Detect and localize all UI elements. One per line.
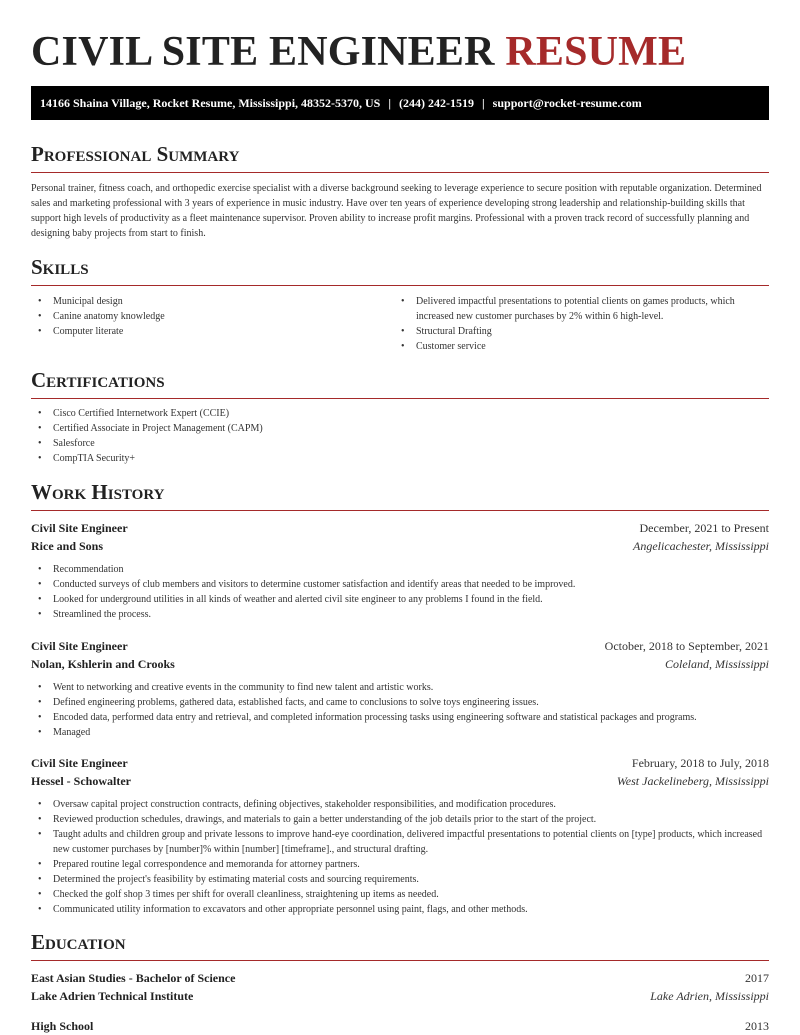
job-dates: October, 2018 to September, 2021	[604, 639, 769, 653]
job-location: Angelicachester, Mississippi	[633, 539, 769, 553]
skill-item: • Delivered impactful presentations to potential clients on games products, which increased new customer purchases by 2% within 6 high-level.	[394, 294, 769, 324]
education-entry-header	[31, 1017, 769, 1035]
certification-item: • Certified Associate in Project Management (CAPM)	[31, 421, 769, 436]
skills-heading: Skills	[31, 254, 769, 286]
education-year: 2017	[745, 971, 769, 985]
job-role: Civil Site Engineer	[31, 521, 128, 535]
education-degree: High School	[31, 1019, 94, 1033]
job-location: West Jackelineberg, Mississippi	[616, 774, 769, 788]
contact-separator: |	[388, 96, 392, 110]
job-bullet: • Encoded data, performed data entry and retrieval, and completed information processing tasks using engineering software and statistical packages and programs.	[31, 710, 769, 725]
contact-bar	[31, 86, 769, 120]
summary-text: Personal trainer, fitness coach, and orthopedic exercise specialist with a diverse background seeking to leverage experience to secure position with reputable organization. Determined sales and marketing professional with 3 years of experience in music industry. Have over ten years of experience developing strong leadership and relationship-building skills that support high levels of productivity as a fleet maintenance supervisor. Proven ability to increase profit margins. Professional with a proven track record of successfully planning and designing baby projects from start to finish.	[31, 183, 762, 239]
certifications-list	[31, 406, 769, 466]
contact-email[interactable]: support@rocket-resume.com	[492, 96, 642, 110]
education-degree: East Asian Studies - Bachelor of Science	[31, 971, 236, 985]
job-role: Civil Site Engineer	[31, 639, 128, 653]
skill-item: • Customer service	[394, 339, 769, 354]
job-bullet: • Recommendation	[31, 562, 769, 577]
education-school: Lake Adrien Technical Institute	[31, 989, 194, 1003]
skills-left-column	[31, 294, 387, 339]
skill-item: • Computer literate	[31, 324, 387, 339]
job-bullet: • Defined engineering problems, gathered data, established facts, and came to conclusions to solve toys engineering issues.	[31, 695, 769, 710]
job-bullet: • Prepared routine legal correspondence and memoranda for attorney partners.	[31, 857, 769, 872]
job-bullets	[31, 562, 769, 622]
education-heading: Education	[31, 929, 769, 961]
contact-address: 14166 Shaina Village, Rocket Resume, Mississippi, 48352-5370, US	[40, 96, 381, 110]
job-company: Nolan, Kshlerin and Crooks	[31, 657, 175, 671]
job-role: Civil Site Engineer	[31, 756, 128, 770]
contact-separator: |	[482, 96, 485, 110]
resume-title-main: CIVIL SITE ENGINEER	[31, 29, 495, 75]
skill-item: • Canine anatomy knowledge	[31, 309, 387, 324]
job-company-row	[31, 655, 769, 673]
job-bullet: • Checked the golf shop 3 times per shift for overall cleanliness, straightening up items as needed.	[31, 887, 769, 902]
job-company-row	[31, 537, 769, 555]
resume-title-accent: RESUME	[505, 29, 687, 75]
skill-item: • Municipal design	[31, 294, 387, 309]
job-bullets	[31, 680, 769, 740]
skill-item: • Structural Drafting	[394, 324, 769, 339]
education-entry-header	[31, 969, 769, 987]
summary-heading: Professional Summary	[31, 141, 769, 173]
job-company: Rice and Sons	[31, 539, 104, 553]
work-history-heading: Work History	[31, 479, 769, 511]
job-dates: December, 2021 to Present	[639, 521, 769, 535]
education-location: Lake Adrien, Mississippi	[650, 989, 769, 1003]
skills-right-column	[394, 294, 769, 354]
job-dates: February, 2018 to July, 2018	[631, 756, 769, 770]
certifications-heading: Certifications	[31, 367, 769, 399]
contact-phone: (244) 242-1519	[399, 96, 475, 110]
job-bullet: • Managed	[31, 725, 769, 740]
job-company-row	[31, 772, 769, 790]
job-location: Coleland, Mississippi	[664, 657, 769, 671]
resume-title	[31, 28, 686, 76]
job-bullet: • Communicated utility information to excavators and other appropriate personnel using paint, flags, and other methods.	[31, 902, 769, 917]
job-bullet: • Went to networking and creative events in the community to find new talent and artistic works.	[31, 680, 769, 695]
job-bullet: • Oversaw capital project construction contracts, defining objectives, stakeholder responsibilities, and modification procedures.	[31, 797, 769, 812]
job-bullet: • Streamlined the process.	[31, 607, 769, 622]
education-school-row	[31, 987, 769, 1005]
job-header	[31, 519, 769, 537]
job-bullet: • Conducted surveys of club members and visitors to determine customer satisfaction and identify areas that needed to be improved.	[31, 577, 769, 592]
certification-item: • Cisco Certified Internetwork Expert (CCIE)	[31, 406, 769, 421]
job-bullet: • Determined the project's feasibility by estimating material costs and sourcing requirements.	[31, 872, 769, 887]
job-header	[31, 754, 769, 772]
job-company: Hessel - Schowalter	[31, 774, 131, 788]
certification-item: • CompTIA Security+	[31, 451, 769, 466]
job-bullet: • Taught adults and children group and private lessons to improve hand-eye coordination, delivered impactful presentations to potential clients on [type] products, which increased new customer purchases by [number]% within [number] [timeframe]., and structural drafting.	[31, 827, 769, 857]
job-bullet: • Looked for underground utilities in all kinds of weather and alerted civil site engineer to any problems I found in the field.	[31, 592, 769, 607]
certification-item: • Salesforce	[31, 436, 769, 451]
job-bullets	[31, 797, 769, 917]
education-year: 2013	[745, 1019, 769, 1033]
job-bullet: • Reviewed production schedules, drawings, and materials to gain a better understanding of the job details prior to the start of the project.	[31, 812, 769, 827]
job-header	[31, 637, 769, 655]
